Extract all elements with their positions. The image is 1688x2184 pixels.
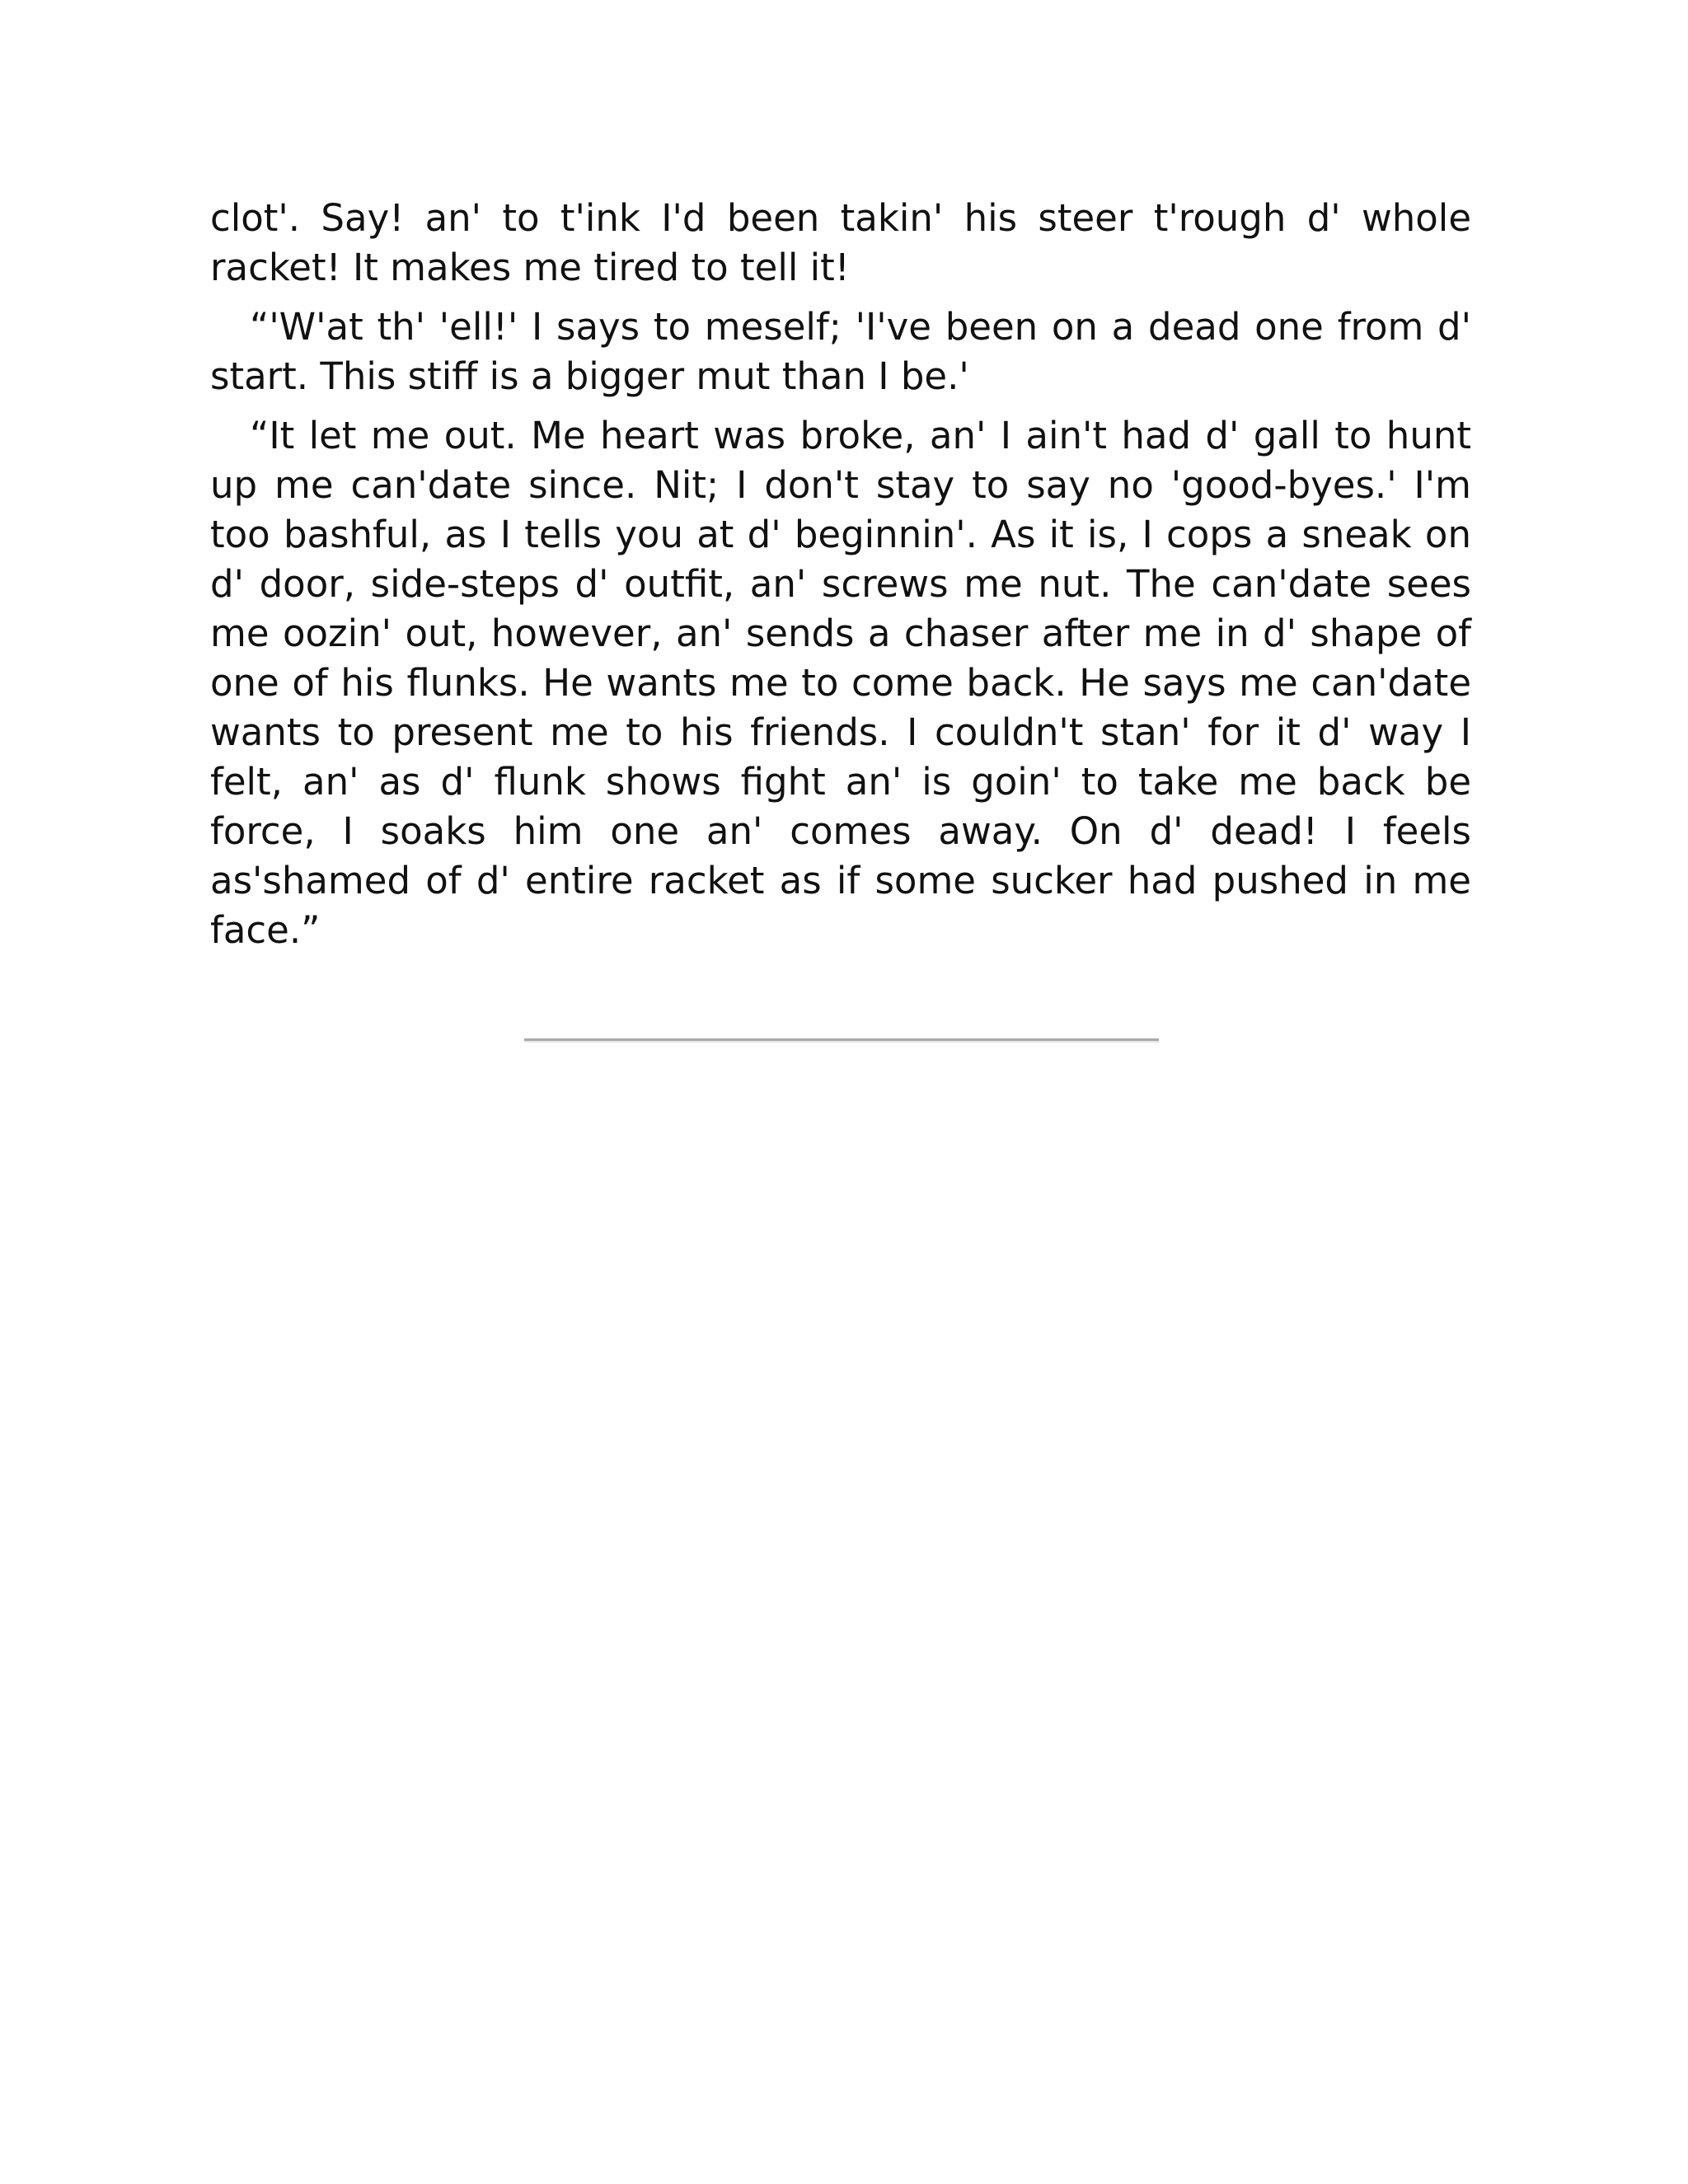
paragraph-quote-2: “It let me out. Me heart was broke, an' I ain't had d' gall to hunt up me can'date since. Nit; I don't stay to say no 'good-byes.' I'm too bashful, as I tells you at d' beginnin'. As it is, I cops a sneak on d' door, side-steps d' outfit, an' screws me nut. The can'date sees me oozin' out, however, an' sends a chaser after me in d' shape of one of his flunks. He wants me to come back. He says me can'date wants to present me to his friends. I couldn't stan' for it d' way I felt, an' as d' flunk shows fight an' is goin' to take me back be force, I soaks him one an' comes away. On d' dead! I feels as'shamed of d' entire racket as if some sucker had pushed in me face.”	[210, 414, 1471, 952]
paragraph-continuation: clot'. Say! an' to t'ink I'd been takin' his steer t'rough d' whole racket! It makes me tired to tell it!	[210, 196, 1471, 289]
paragraph-quote-1: “'W'at th' 'ell!' I says to meself; 'I've been on a dead one from d' start. This stiff is a bigger mut than I be.'	[210, 305, 1471, 398]
section-divider	[524, 1038, 1159, 1043]
page-body	[210, 194, 1471, 965]
